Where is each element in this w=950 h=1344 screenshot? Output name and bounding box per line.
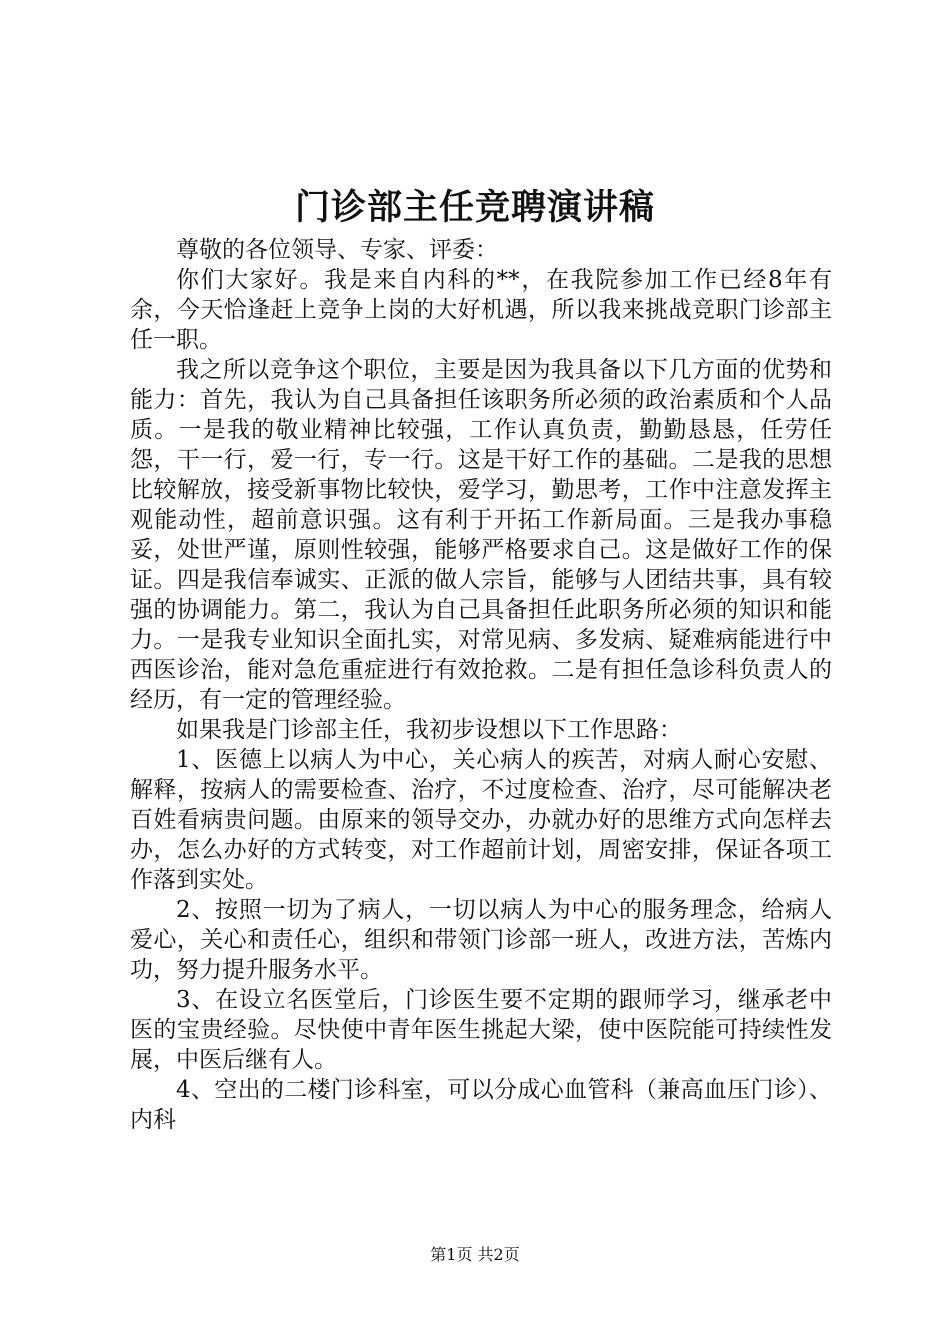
paragraph-salutation: 尊敬的各位领导、专家、评委： bbox=[176, 237, 498, 263]
paragraph-plan-item-3: 3、在设立名医堂后，门诊医生要不定期的跟师学习，继承老中医的宝贵经验。尽快使中青年医生挑起大梁，使中医院能可持续性发展，中医后继有人。 bbox=[130, 987, 832, 1073]
paragraph-plan-item-2: 2、按照一切为了病人，一切以病人为中心的服务理念，给病人爱心，关心和责任心，组织和带领门诊部一班人，改进方法，苦炼内功，努力提升服务水平。 bbox=[130, 897, 832, 983]
document-body bbox=[130, 235, 832, 1135]
paragraph-qualifications: 我之所以竞争这个职位，主要是因为我具备以下几方面的优势和能力：首先，我认为自己具备担任该职务所必须的政治素质和个人品质。一是我的敬业精神比较强，工作认真负责，勤勤恳恳，任劳任怨，干一行，爱一行，专一行。这是干好工作的基础。二是我的思想比较解放，接受新事物比较快，爱学习，勤思考，工作中注意发挥主观能动性，超前意识强。这有利于开拓工作新局面。三是我办事稳妥，处世严谨，原则性较强，能够严格要求自己。这是做好工作的保证。四是我信奉诚实、正派的做人宗旨，能够与人团结共事，具有较强的协调能力。第二，我认为自己具备担任此职务所必须的知识和能力。一是我专业知识全面扎实，对常见病、多发病、疑难病能进行中西医诊治，能对急危重症进行有效抢救。二是有担任急诊科负责人的经历，有一定的管理经验。 bbox=[130, 357, 832, 713]
page-footer: 第1页 共2页 bbox=[430, 1245, 520, 1264]
paragraph-plan-intro: 如果我是门诊部主任，我初步设想以下工作思路： bbox=[176, 717, 682, 743]
paragraph-plan-item-1: 1、医德上以病人为中心，关心病人的疾苦，对病人耐心安慰、解释，按病人的需要检查、治疗，不过度检查、治疗，尽可能解决老百姓看病贵问题。由原来的领导交办，办就办好的思维方式向怎样去办，怎么办好的方式转变，对工作超前计划，周密安排，保证各项工作落到实处。 bbox=[130, 747, 832, 893]
document-title: 门诊部主任竞聘演讲稿 bbox=[294, 187, 655, 228]
paragraph-plan-item-4: 4、空出的二楼门诊科室，可以分成心血管科（兼高血压门诊）、内科 bbox=[130, 1077, 832, 1133]
paragraph-greeting: 你们大家好。我是来自内科的**，在我院参加工作已经8年有余，今天恰逢赶上竞争上岗的大好机遇，所以我来挑战竞职门诊部主任一职。 bbox=[130, 267, 832, 353]
